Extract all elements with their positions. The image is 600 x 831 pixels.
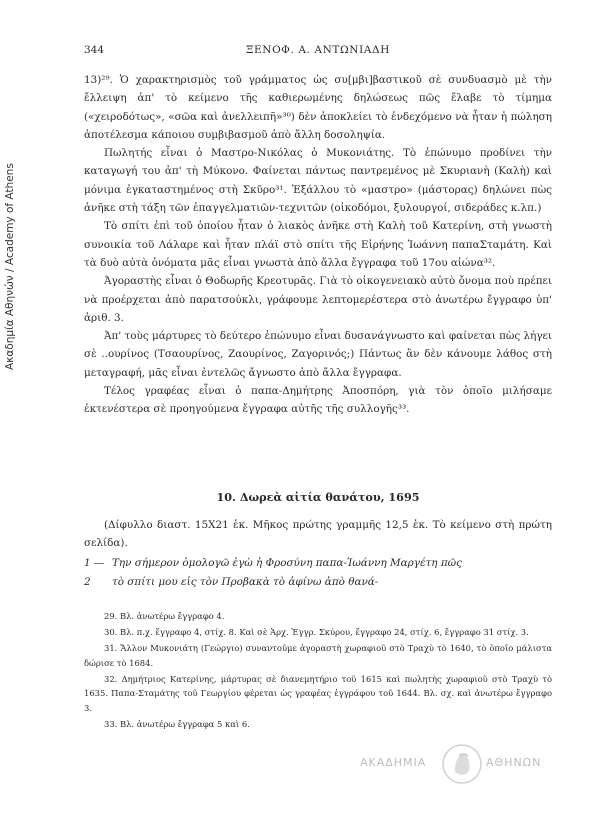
footnote: 29. Βλ. ἀνωτέρω ἔγγραφο 4. [104, 611, 225, 621]
section-title: 10. Δωρεὰ αἰτία θανάτου, 1695 [216, 490, 420, 504]
watermark-text-left: ΑΚΑΔΗΜΙΑ [360, 756, 427, 769]
paragraph: Τέλος γραφέας εἶναι ὁ παπα-Δημήτρης Ἀποσπόρη, γιὰ τὸν ὁποῖο μιλήσαμε ἐκτενέστερα σὲ προηγούμενα ἔγγραφα αὐτῆς τῆς συλλογῆς³³. [84, 385, 552, 416]
footnote: 31. Ἄλλον Μυκονιάτη (Γεώργιο) συναντοῦμε ἀγοραστὴ χωραφιοῦ στὸ Τραχὺ τὸ 1640, τὸ ὁποῖο μάλιστα δώρισε τὸ 1684. [84, 643, 552, 668]
watermark-text-right: ΑΘΗΝΩΝ [486, 756, 542, 769]
paragraph: Ἀγοραστὴς εἶναι ὁ Θοδωρῆς Κρεοτυρᾶς. Γιὰ τὸ οἰκογενειακὸ αὐτὸ ὄνομα ποὺ πρέπει νὰ προέρχεται ἀπὸ παρατσούκλι, γράφουμε λεπτομερέστερα στὸ ἀνωτέρω ἔγγραφο ὑπ' ἀριθ. 3. [84, 275, 552, 324]
footnote: 33. Βλ. ἀνωτέρω ἔγγραφα 5 καὶ 6. [104, 719, 250, 730]
page-header [84, 44, 552, 60]
academy-watermark [360, 742, 560, 784]
paragraph: 13)²⁹. Ὁ χαρακτηρισμὸς τοῦ γράμματος ὡς συ[μβι]βαστικοῦ σὲ συνδυασμὸ μὲ τὴν ἔλλειψη ἀπ' τὸ κείμενο τῆς καθιερωμένης δηλώσεως πῶς ἔλαβε τὸ τίμημα («χειροδότως», «σῶα καὶ ἀνελλειπῆ»³⁰) δὲν ἀποκλείει τὸ ἐνδεχόμενο νὰ ἦταν ἡ πώληση ἀποτέλεσμα κάποιου συμβιβασμοῦ ἀπὸ ἄλλη δοσοληψία. [84, 74, 552, 141]
body-text [84, 71, 552, 419]
footnotes [84, 609, 552, 733]
footnote: 32. Δημήτριος Κατερίνης, μάρτυρας σὲ διανεμητήριο τοῦ 1615 καὶ πωλητὴς χωραφιοῦ στὸ Τραχὺ τὸ 1635. Παπα-Σταμάτης τοῦ Γεωργίου φέρεται ὡς γραφέας ἐγγράφου τοῦ 1644. Βλ. σχ. καὶ ἀνωτέρω ἔγγραφο 3. [84, 673, 552, 714]
line-text: τὸ σπίτι μου εἰς τὸν Προβακὰ τὸ ἀφίνω ἀπὸ θανά- [112, 576, 379, 588]
document-description: (Δίφυλλο διαστ. 15Χ21 ἑκ. Μῆκος πρώτης γραμμῆς 12,5 ἑκ. Τὸ κείμενο στὴ πρώτη σελίδα). [84, 519, 552, 550]
page-number: 344 [84, 44, 105, 56]
transcription-line [84, 576, 378, 594]
paragraph: Τὸ σπίτι ἐπὶ τοῦ ὁποίου ἦταν ὁ λιακὸς ἀνῆκε στὴ Καλὴ τοῦ Κατερίνη, στὴ γνωστὴ συνοικία τοῦ Λάλαρε καὶ ἦταν πλάϊ στὸ σπίτι τῆς Εἰρήνης Ἰωάννη παπαΣταμάτη. Καὶ τὰ δυὸ αὐτὰ ὀνόματα μᾶς εἶναι γνωστὰ ἀπὸ ἄλλα ἔγγραφα τοῦ 17ου αἰώνα³². [84, 220, 552, 269]
running-head: ΞΕΝΟΦ. Α. ΑΝΤΩΝΙΑΔΗ [246, 44, 390, 56]
paragraph: Πωλητής εἶναι ὁ Μαστρο-Νικόλας ὁ Μυκονιάτης. Τὸ ἐπώνυμο προδίνει τὴν καταγωγή του ἀπ' τὴ Μύκονο. Φαίνεται πάντως παντρεμένος μὲ Σκυριανὴ (Καλὴ) καὶ μόνιμα ἐγκαταστημένος στὴ Σκῦρο³¹. Ἐξάλλου τὸ «μαστρο» (μάστορας) δηλώνει πὼς ἀνῆκε στὴ τάξη τῶν ἐπαγγελματιῶν-τεχνιτῶν (οἰκοδόμοι, ξυλουργοί, σιδεράδες κ.λπ.) [84, 147, 552, 215]
line-number: 1 — [84, 557, 105, 569]
archive-side-label: Ακαδημία Αθηνών / Academy of Athens [4, 163, 16, 370]
footnote: 30. Βλ. π.χ. ἔγγραφο 4, στίχ. 8. Καὶ σὲ Ἀρχ. Ἐγγρ. Σκύρου, ἔγγραφο 24, στίχ. 6, ἔγγραφο 31 στίχ. 3. [104, 627, 529, 638]
line-text: Την σήμερον ὁμολογῶ ἐγὼ ἡ Φροσύνη παπα-Ἰωάννη Μαργέτη πῶς [112, 557, 462, 569]
transcription-line [84, 557, 462, 575]
line-number: 2 [84, 576, 91, 588]
paragraph: Ἀπ' τοὺς μάρτυρες τὸ δεύτερο ἐπώνυμο εἶναι δυσανάγνωστο καὶ φαίνεται πὼς λήγει σὲ ..ουρίνος (Τσαουρίνος, Ζαουρίνος, Ζαγορινός;) Πάντως ἂν δὲν κάνουμε λάθος στὴ μεταγραφή, μᾶς εἶναι ἐντελῶς ἄγνωστο ἀπὸ ἄλλα ἔγγραφα. [84, 330, 552, 379]
academy-seal-icon [440, 742, 484, 786]
